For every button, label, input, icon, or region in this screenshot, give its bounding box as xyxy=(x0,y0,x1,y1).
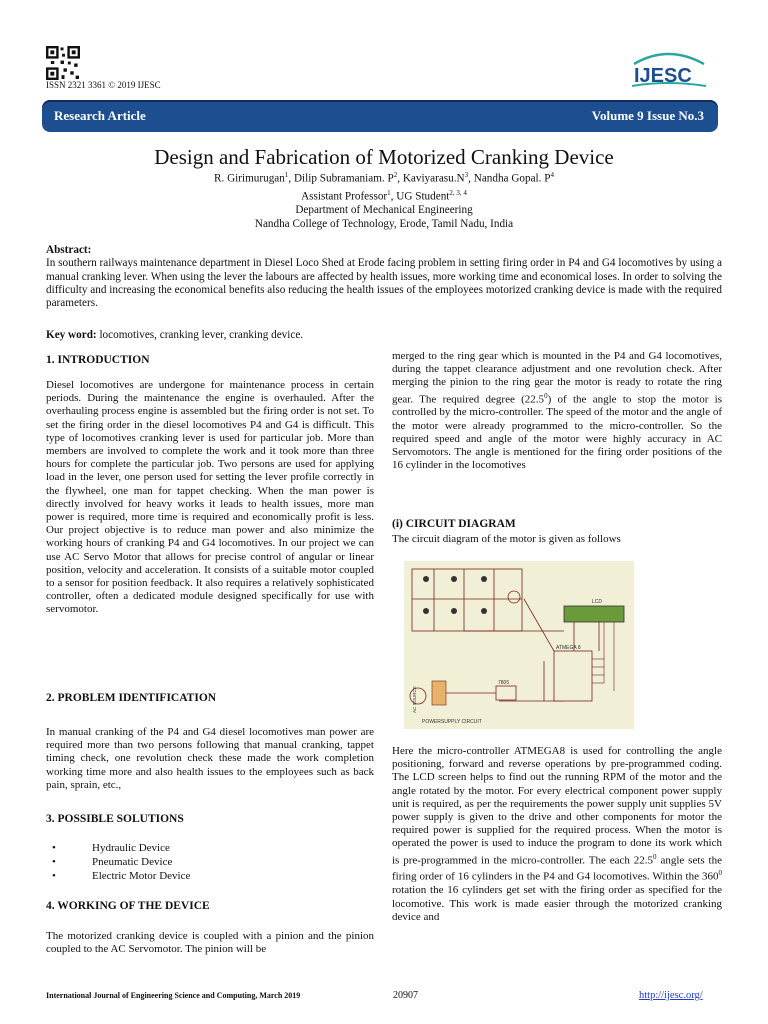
circuit-intro: The circuit diagram of the motor is given as follows xyxy=(392,533,621,545)
problem-text: In manual cranking of the P4 and G4 diesel locomotives man power are required more than two persons following that manual cranking, tappet timing check, one revolution check these made the work completion working time more and also health issues to the employees such as back pain, sprain, etc., xyxy=(46,726,374,791)
right-paragraph-1: merged to the ring gear which is mounted in the P4 and G4 locomotives, during the tappet clearance adjustment and one revolution check. After merging the pinion to the ring gear the motor is ready to rotate the ring gear. The required degree (22.5$^0$) of the angle to stop the motor is controlled by the micro-controller. The speed of the motor and the angle of the motor were already programmed to the micro-controller. So the required speed and angle of the motor were highly accuracy in AC Servomotors. The angle is mentioned for the firing order positions of the 16 cylinder in the locomotives xyxy=(392,350,723,472)
abstract xyxy=(46,244,722,310)
list-item: • Pneumatic Device xyxy=(92,855,420,869)
list-item: • Electric Motor Device xyxy=(92,869,420,883)
keywords xyxy=(46,329,722,341)
psu-label: POWERSUPPLY CIRCUIT xyxy=(422,719,482,725)
logo-text: IJESC xyxy=(634,65,692,87)
intro-text: Diesel locomotives are undergone for maintenance process in certain periods. During the maintenance the engine is overhauled. After the overhauling process engine is assembled but the firing order is not set. To set the firing order in the diesel locomotives P4 and G4 is difficult. This type of locomotives cranking lever is used for particular job. More than members are involved to complete the work and it took more than three hours for complete the particular job. Two persons are used for applying load in the lever, one person used for setting the lever profile correctly in the flywheel, one man for tappet checking. When the man power is directly involved for heavy works it leads to health issues, more man power is required, more time is required and economically profit is less. Our project objective is to reduce man power and also minimize the working hours of cranking P4 and G4 locomotives. In our project we can use AC Servo Motor that allows for precise control of angular or linear position, velocity and acceleration. It consists of a suitable motor coupled to a sensor for position feedback. It also requires a relatively sophisticated controller, often a dedicated module designed specifically for use with servomotor. xyxy=(46,379,374,616)
working-text: The motorized cranking device is coupled with a pinion and the pinion coupled to the AC Servomotor. The pinion will be xyxy=(46,930,374,956)
college: Nandha College of Technology, Erode, Tamil Nadu, India xyxy=(254,218,514,231)
intro-heading: 1. INTRODUCTION xyxy=(46,354,150,366)
volume-issue: Volume 9 Issue No.3 xyxy=(591,108,704,123)
circuit-heading: (i) CIRCUIT DIAGRAM xyxy=(392,518,516,530)
working-heading: 4. WORKING OF THE DEVICE xyxy=(46,900,210,912)
qr-code-icon xyxy=(46,46,80,80)
list-item: • Hydraulic Device xyxy=(92,841,420,855)
issn-line: ISSN 2321 3361 © 2019 IJESC xyxy=(46,80,161,90)
ijesc-logo xyxy=(628,50,710,90)
regulator-label: 7805 xyxy=(498,680,510,686)
right-paragraph-2: Here the micro-controller ATMEGA8 is used for controlling the angle positioning, forward and reverse operations by pre-programmed coding. The LCD screen helps to find out the running RPM of the motor and the angle rotated by the motor. For every electrical component power supply unit is required, as per the requirements the power supply unit supplies 5V power supply is given to the drive and other components for motor the required power is supplied for the required process. When the motor is operated the power is used to induce the program to done its work which is pre-programmed in the micro-controller. The each 22.5$^0$ angle sets the firing order of 16 cylinders in the P4 and G4 locomotives. Within the $360^0$ rotation the 16 cylinders get set with the firing order as specified for the locomotive. This work is made easier through the motorized cranking device and xyxy=(392,745,722,923)
footer-url-link[interactable]: http://ijesc.org/ xyxy=(639,990,703,1001)
footer-page-number: 20907 xyxy=(393,990,418,1001)
mcu-chip xyxy=(554,651,592,701)
problem-heading: 2. PROBLEM IDENTIFICATION xyxy=(46,692,217,704)
author-list: R. Girimurugan$^1$, Dilip Subramaniam. $P^2$, $Kaviyarasu.N^3$, Nandha Gopal. $P^4$ xyxy=(214,171,554,185)
mcu-label: ATMEGA 8 xyxy=(556,645,581,651)
circuit-diagram xyxy=(404,561,634,729)
paper-title: Design and Fabrication of Motorized Cranking Device xyxy=(154,145,614,169)
abstract-label: Abstract: xyxy=(46,244,92,256)
lcd-label: LCD xyxy=(592,599,603,605)
article-type: Research Article xyxy=(54,108,146,123)
keywords-label: Key word: xyxy=(46,329,97,341)
footer-journal: International Journal of Engineering Science and Computing, March 2019 xyxy=(46,991,301,1000)
author-roles: Assistant Professor$^1$, UG Student$^{2, 3, 4}$ xyxy=(301,188,467,203)
abstract-text: In southern railways maintenance department in Diesel Loco Shed at Erode facing problem in setting firing order in P4 and G4 locomotives by using a manual cranking lever. When using the lever the labours are affected by health issues, more working time and economical loses. In order to solving the difficulty and increasing the economical benefits also reducing the health issues of the employees motorized cranking device is made with the required parameters. xyxy=(46,257,722,310)
ac-source-label: AC SOURCE xyxy=(412,686,417,713)
author-block xyxy=(0,168,768,231)
article-banner xyxy=(42,100,718,132)
keywords-text: locomotives, cranking lever, cranking device. xyxy=(96,329,304,341)
department: Department of Mechanical Engineering xyxy=(295,204,473,217)
lcd-screen xyxy=(564,606,624,622)
solutions-list xyxy=(46,841,420,883)
solutions-heading: 3. POSSIBLE SOLUTIONS xyxy=(46,813,184,825)
